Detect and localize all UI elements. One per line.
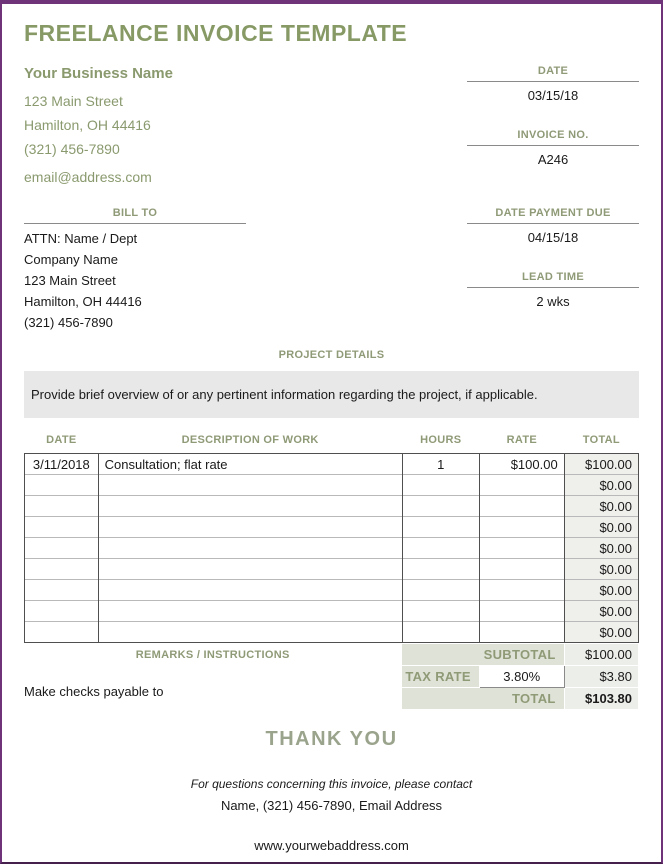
table-row	[25, 517, 639, 538]
footer	[24, 777, 639, 864]
date-label: DATE	[467, 65, 639, 82]
table-row	[25, 559, 639, 580]
business-address-line: (321) 456-7890	[24, 141, 120, 157]
billing-section	[24, 207, 639, 335]
cell-total: $0.00	[564, 601, 638, 622]
bill-to-line: ATTN: Name / Dept	[24, 231, 138, 246]
cell-hours	[402, 601, 479, 622]
invoice-meta-column	[467, 65, 639, 193]
subtotal-value: $100.00	[564, 644, 638, 666]
business-name: Your Business Name	[24, 65, 173, 82]
cell-description	[98, 622, 402, 643]
date-field	[467, 65, 639, 103]
thank-you-text: THANK YOU	[265, 728, 398, 750]
footer-contact: Name, (321) 456-7890, Email Address	[220, 798, 443, 813]
cell-total: $0.00	[564, 538, 638, 559]
header-hours: HOURS	[420, 434, 462, 446]
cell-date	[25, 622, 99, 643]
lead-time-field	[467, 271, 639, 309]
date-value: 03/15/18	[527, 88, 579, 103]
payment-due-label: DATE PAYMENT DUE	[467, 207, 639, 224]
table-row	[25, 496, 639, 517]
invoice-no-value: A246	[537, 152, 569, 167]
invoice-no-label: INVOICE NO.	[467, 129, 639, 146]
cell-description	[98, 580, 402, 601]
invoice-no-field	[467, 129, 639, 167]
payment-due-value: 04/15/18	[527, 230, 579, 245]
cell-hours	[402, 475, 479, 496]
cell-date	[25, 496, 99, 517]
cell-date	[25, 559, 99, 580]
cell-description	[98, 517, 402, 538]
cell-description	[98, 538, 402, 559]
summary-table	[24, 643, 639, 710]
cell-date: 3/11/2018	[25, 454, 99, 475]
business-address-line: 123 Main Street	[24, 93, 123, 109]
table-row	[25, 580, 639, 601]
cell-date	[25, 580, 99, 601]
cell-hours	[402, 496, 479, 517]
bill-to-line: Company Name	[24, 252, 118, 267]
header-section	[24, 65, 639, 193]
lead-time-value: 2 wks	[536, 294, 570, 309]
cell-rate	[479, 601, 564, 622]
header-description: DESCRIPTION OF WORK	[181, 434, 319, 446]
cell-total: $0.00	[564, 559, 638, 580]
cell-total: $0.00	[564, 496, 638, 517]
bill-to-block	[24, 207, 246, 335]
cell-hours	[402, 559, 479, 580]
table-row	[25, 622, 639, 643]
cell-date	[25, 538, 99, 559]
cell-rate	[479, 580, 564, 601]
project-details-heading: PROJECT DETAILS	[278, 349, 385, 361]
remarks-area	[24, 644, 402, 710]
cell-description	[98, 496, 402, 517]
table-row	[25, 475, 639, 496]
cell-description: Consultation; flat rate	[98, 454, 402, 475]
business-address-line: Hamilton, OH 44416	[24, 117, 151, 133]
business-email: email@address.com	[24, 169, 152, 185]
total-value: $103.80	[564, 688, 638, 710]
footer-note: For questions concerning this invoice, please contact	[190, 777, 473, 791]
table-row	[25, 601, 639, 622]
subtotal-row	[24, 644, 639, 666]
table-header-row	[25, 428, 639, 454]
business-info	[24, 65, 173, 193]
tax-amount-value: $3.80	[564, 666, 638, 688]
cell-total: $0.00	[564, 517, 638, 538]
cell-rate	[479, 559, 564, 580]
cell-description	[98, 559, 402, 580]
lead-time-label: LEAD TIME	[467, 271, 639, 288]
cell-total: $100.00	[564, 454, 638, 475]
cell-rate	[479, 538, 564, 559]
header-date: DATE	[46, 434, 77, 446]
cell-rate: $100.00	[479, 454, 564, 475]
total-label: TOTAL	[402, 688, 564, 710]
cell-rate	[479, 496, 564, 517]
payable-text: Make checks payable to	[24, 683, 164, 699]
remarks-heading: REMARKS / INSTRUCTIONS	[135, 648, 290, 661]
tax-rate-label: TAX RATE	[402, 666, 479, 688]
page-title: FREELANCE INVOICE TEMPLATE	[24, 20, 408, 46]
cell-rate	[479, 622, 564, 643]
cell-rate	[479, 517, 564, 538]
tax-rate-value: 3.80%	[479, 666, 564, 688]
project-details-box: Provide brief overview of or any pertinent information regarding the project, if applicable.	[24, 371, 639, 418]
bill-to-line: 123 Main Street	[24, 273, 116, 288]
cell-hours	[402, 622, 479, 643]
cell-hours	[402, 538, 479, 559]
bill-to-line: Hamilton, OH 44416	[24, 294, 142, 309]
cell-total: $0.00	[564, 580, 638, 601]
cell-total: $0.00	[564, 475, 638, 496]
cell-description	[98, 601, 402, 622]
footer-website: www.yourwebaddress.com	[254, 838, 409, 853]
cell-date	[25, 475, 99, 496]
cell-date	[25, 601, 99, 622]
bill-to-line: (321) 456-7890	[24, 315, 113, 330]
bill-to-label: BILL TO	[24, 207, 246, 224]
cell-hours	[402, 580, 479, 601]
table-row	[25, 538, 639, 559]
cell-total: $0.00	[564, 622, 638, 643]
cell-hours	[402, 517, 479, 538]
cell-date	[25, 517, 99, 538]
subtotal-label: SUBTOTAL	[402, 644, 564, 666]
cell-hours: 1	[402, 454, 479, 475]
payment-due-field	[467, 207, 639, 245]
table-row	[25, 454, 639, 475]
cell-description	[98, 475, 402, 496]
cell-rate	[479, 475, 564, 496]
header-total: TOTAL	[582, 434, 620, 446]
header-rate: RATE	[506, 434, 537, 446]
terms-column	[467, 207, 639, 335]
work-items-table	[24, 428, 639, 643]
